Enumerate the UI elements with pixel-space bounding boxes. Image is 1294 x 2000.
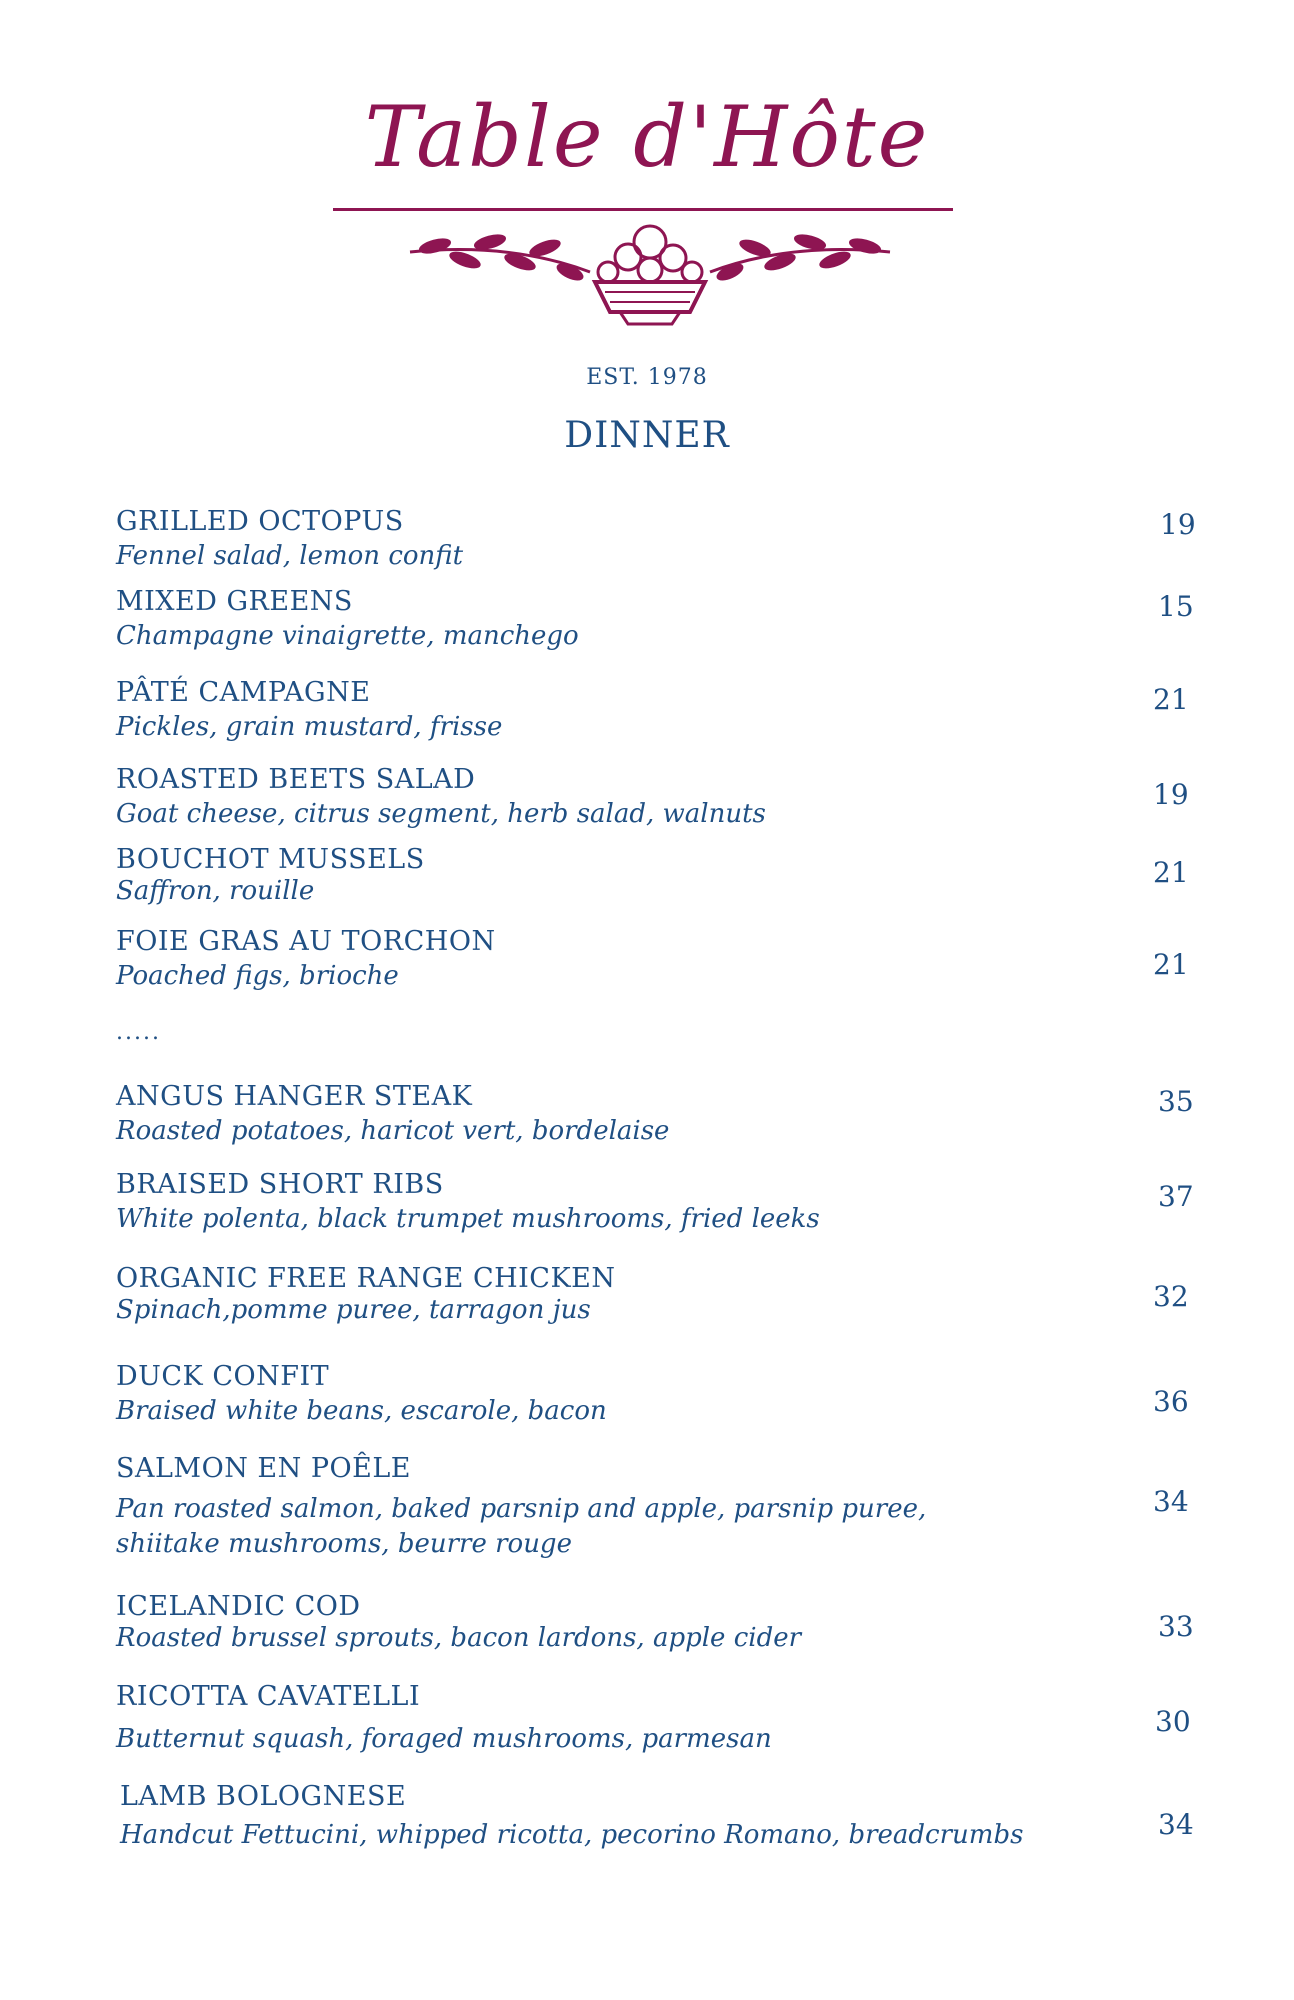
dish-description: Saffron, rouille <box>116 875 315 906</box>
dish-price: 32 <box>1153 1280 1189 1313</box>
dish-price: 37 <box>1158 1180 1194 1213</box>
menu-item <box>116 1360 1076 1429</box>
dish-description: Poached figs, brioche <box>116 960 399 991</box>
dish-price: 19 <box>1153 778 1189 811</box>
dish-description: Roasted brussel sprouts, bacon lardons, apple cider <box>116 1622 802 1653</box>
dish-price: 21 <box>1153 683 1189 716</box>
menu-item <box>116 925 1076 994</box>
section-title: DINNER <box>564 415 730 456</box>
dish-description: Pickles, grain mustard, frisse <box>116 711 503 742</box>
dish-name: LAMB BOLOGNESE <box>120 1781 407 1812</box>
dish-description: Spinach,pomme puree, tarragon jus <box>116 1294 591 1325</box>
separator: ..... <box>116 1020 161 1045</box>
dish-name: RICOTTA CAVATELLI <box>116 1681 421 1712</box>
menu-item <box>116 1590 1076 1652</box>
dish-price: 21 <box>1153 856 1189 889</box>
dish-description: Braised white beans, escarole, bacon <box>116 1395 607 1426</box>
dish-name: SALMON EN POÊLE <box>116 1453 411 1484</box>
dish-price: 30 <box>1155 1705 1191 1738</box>
dish-name: FOIE GRAS AU TORCHON <box>116 926 496 957</box>
dish-description: White polenta, black trumpet mushrooms, fried leeks <box>116 1203 820 1234</box>
dish-price: 35 <box>1158 1085 1194 1118</box>
menu-item <box>116 585 1076 654</box>
dish-price: 34 <box>1153 1485 1189 1518</box>
dish-price: 33 <box>1158 1610 1194 1643</box>
fruit-basket-ornament-icon <box>390 212 910 332</box>
dish-price: 19 <box>1160 508 1196 541</box>
dish-description: Fennel salad, lemon confit <box>116 540 464 571</box>
dish-name: ICELANDIC COD <box>116 1591 361 1622</box>
menu-item <box>116 505 1076 574</box>
menu-item <box>116 763 1076 832</box>
dish-price: 34 <box>1158 1808 1194 1841</box>
menu-item <box>116 1168 1076 1237</box>
dish-price: 36 <box>1153 1385 1189 1418</box>
menu-item <box>120 1780 1080 1853</box>
menu-item <box>116 843 1076 905</box>
menu-item <box>116 1262 1076 1324</box>
menu-item <box>116 676 1076 745</box>
dish-description: Goat cheese, citrus segment, herb salad, walnuts <box>116 798 766 829</box>
dish-description: Handcut Fettucini, whipped ricotta, pecorino Romano, breadcrumbs <box>120 1819 1024 1850</box>
dish-description: Butternut squash, foraged mushrooms, parmesan <box>116 1723 772 1754</box>
established-date: EST. 1978 <box>586 365 708 390</box>
menu-item <box>116 1080 1076 1149</box>
menu-item <box>116 1452 1076 1562</box>
dish-name: PÂTÉ CAMPAGNE <box>116 677 371 708</box>
dish-name: ORGANIC FREE RANGE CHICKEN <box>116 1263 616 1294</box>
dish-name: DUCK CONFIT <box>116 1361 330 1392</box>
logo <box>0 88 1294 186</box>
logo-divider <box>333 208 953 211</box>
menu-item <box>116 1680 1076 1757</box>
dish-description: Champagne vinaigrette, manchego <box>116 620 579 651</box>
dish-name: MIXED GREENS <box>116 586 353 617</box>
dish-name: GRILLED OCTOPUS <box>116 506 404 537</box>
dish-price: 21 <box>1153 948 1189 981</box>
dish-name: BRAISED SHORT RIBS <box>116 1169 444 1200</box>
dish-description: Pan roasted salmon, baked parsnip and apple, parsnip puree, shiitake mushrooms, beurre rouge <box>116 1493 927 1559</box>
dish-name: ANGUS HANGER STEAK <box>116 1081 473 1112</box>
logo-text: Table d'Hôte <box>364 88 930 186</box>
dish-description: Roasted potatoes, haricot vert, bordelaise <box>116 1115 670 1146</box>
dish-price: 15 <box>1158 590 1194 623</box>
dish-name: ROASTED BEETS SALAD <box>116 764 476 795</box>
dish-name: BOUCHOT MUSSELS <box>116 844 425 875</box>
